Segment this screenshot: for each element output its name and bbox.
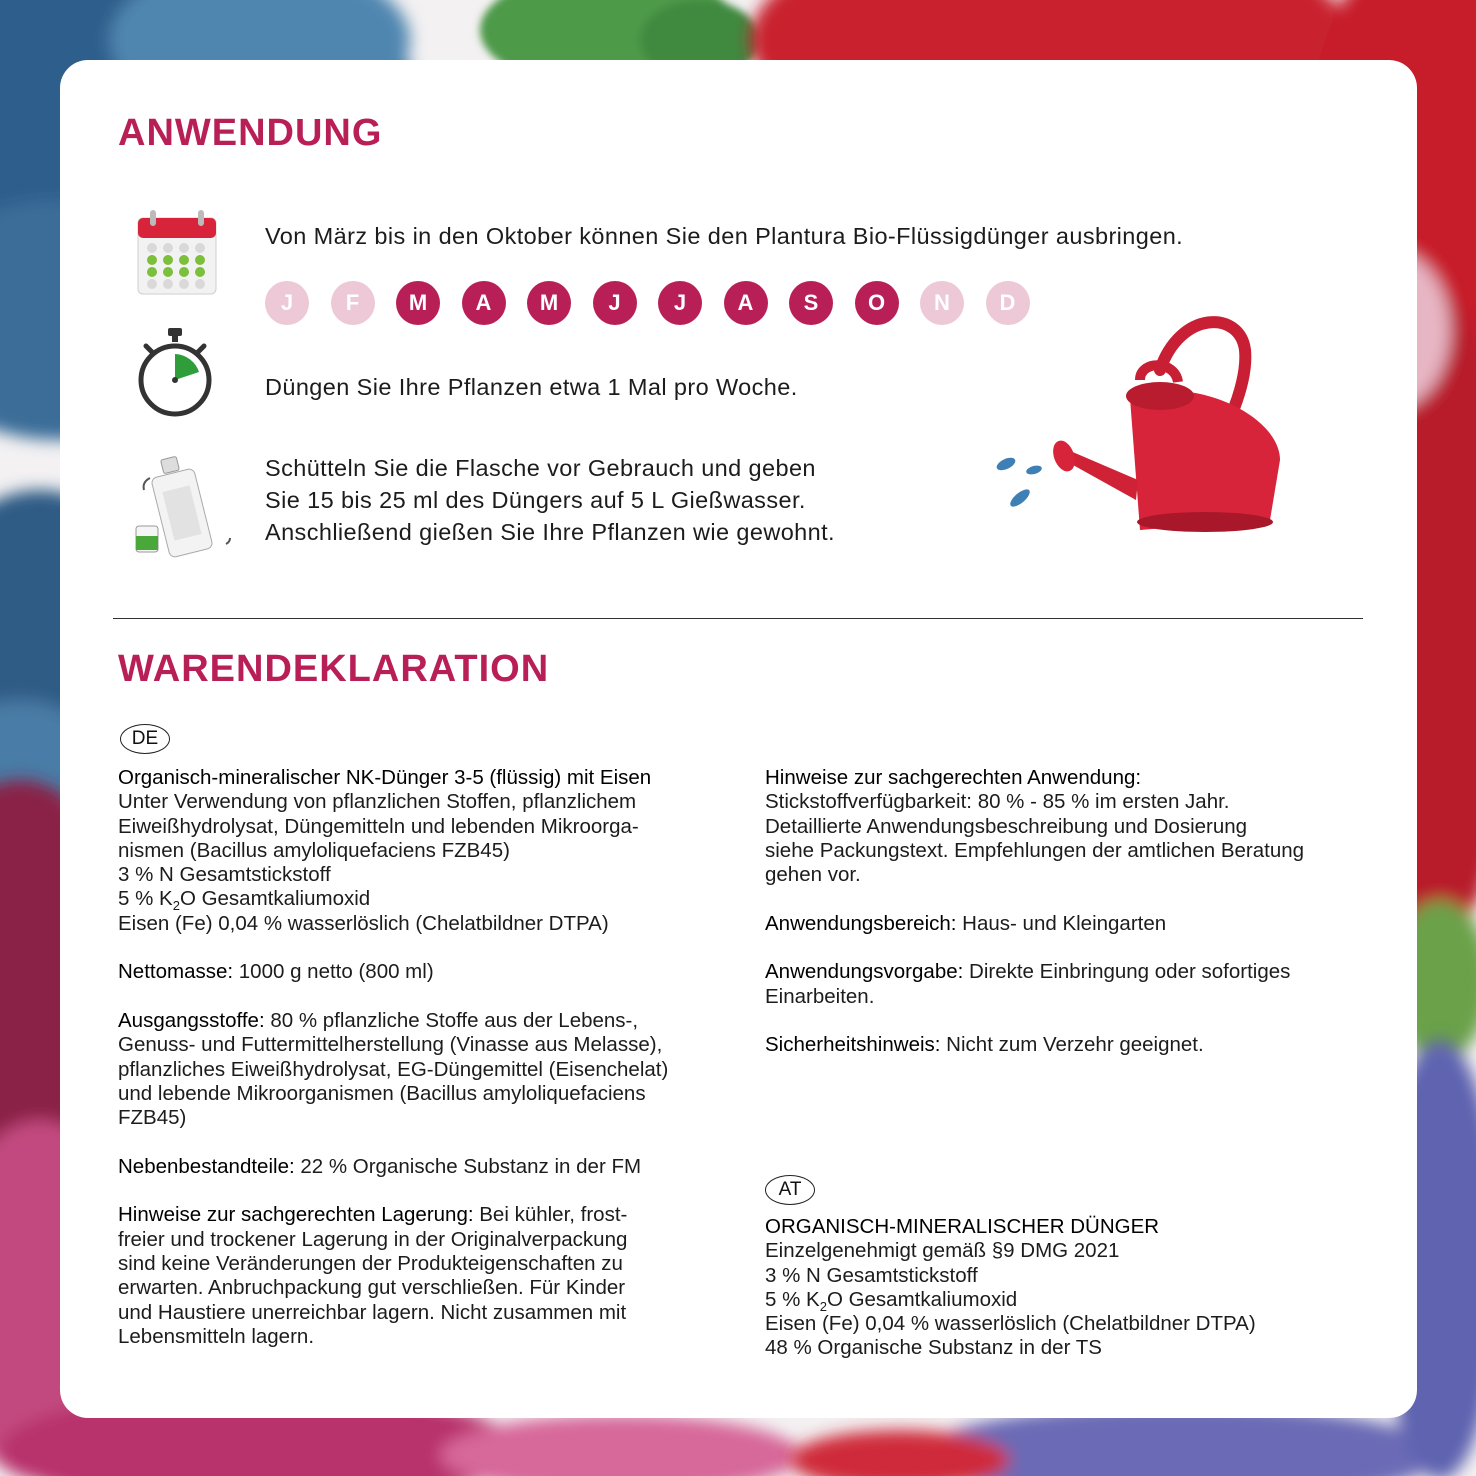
lagerung-block (118, 1203, 738, 1349)
month-6-active: J (593, 281, 637, 325)
product-line: Unter Verwendung von pflanzlichen Stoffen, pflanzlichem (118, 790, 637, 814)
lagerung-line: und Haustiere unerreichbar lagern. Nicht zusammen mit (118, 1300, 627, 1324)
month-1-inactive: J (265, 281, 309, 325)
stopwatch-icon (134, 326, 216, 420)
month-10-active: O (855, 281, 899, 325)
calendar-icon (136, 208, 218, 298)
dosage-line: Schütteln Sie die Flasche vor Gebrauch und geben (265, 455, 816, 481)
k2o-subscript: 2 (172, 898, 180, 914)
ausgangsstoffe-line: pflanzliches Eiweißhydrolysat, EG-Düngemittel (Eisenchelat) (118, 1057, 669, 1081)
lagerung-label: Hinweise zur sachgerechten Lagerung: (118, 1203, 474, 1227)
ausgangsstoffe-label: Ausgangsstoffe: (118, 1008, 265, 1032)
country-badge-at: AT (765, 1175, 815, 1205)
month-11-inactive: N (920, 281, 964, 325)
sicherheit-label: Sicherheitshinweis: (765, 1033, 941, 1057)
k2o-suffix: O Gesamtkaliumoxid (179, 887, 371, 911)
product-line: 3 % N Gesamtstickstoff (118, 863, 331, 887)
section-divider (113, 618, 1363, 619)
month-8-active: A (724, 281, 768, 325)
month-selector (265, 281, 1030, 325)
bereich-label: Anwendungsbereich: (765, 911, 957, 935)
lagerung-line: Lebensmitteln lagern. (118, 1324, 315, 1348)
at-title: ORGANISCH-MINERALISCHER DÜNGER (765, 1215, 1160, 1238)
at-k2o-suffix: O Gesamtkaliumoxid (826, 1287, 1018, 1311)
iron-line: Eisen (Fe) 0,04 % wasserlöslich (Chelatbildner DTPA) (118, 911, 609, 935)
nettomasse-block (118, 960, 738, 984)
k2o-line (118, 887, 738, 914)
nebenbestandteile-label: Nebenbestandteile: (118, 1154, 295, 1178)
nettomasse-label: Nettomasse: (118, 960, 234, 984)
declaration-left-column (118, 766, 738, 1373)
ausgangsstoffe-line: 80 % pflanzliche Stoffe aus der Lebens-, (264, 1008, 639, 1032)
month-2-inactive: F (331, 281, 375, 325)
lagerung-line: freier und trockener Lagerung in der Originalverpackung (118, 1227, 628, 1251)
bereich-value: Haus- und Kleingarten (956, 911, 1167, 935)
at-declaration-block (765, 1215, 1385, 1361)
dosage-line: Sie 15 bis 25 ml des Düngers auf 5 L Gießwasser. (265, 487, 806, 513)
sicherheit-value: Nicht zum Verzehr geeignet. (940, 1033, 1204, 1057)
frequency-text: Düngen Sie Ihre Pflanzen etwa 1 Mal pro Woche. (265, 374, 798, 400)
vorgabe-block (765, 960, 1385, 1009)
anwendung-hinweise-title: Hinweise zur sachgerechten Anwendung: (765, 766, 1142, 789)
country-badge-de: DE (120, 724, 170, 754)
dosage-line: Anschließend gießen Sie Ihre Pflanzen wie gewohnt. (265, 519, 835, 545)
nettomasse-value: 1000 g netto (800 ml) (233, 960, 434, 984)
month-7-active: J (658, 281, 702, 325)
at-k2o-line (765, 1288, 1385, 1312)
at-line: Eisen (Fe) 0,04 % wasserlöslich (Chelatbildner DTPA) (765, 1312, 1256, 1336)
month-12-inactive: D (986, 281, 1030, 325)
season-text: Von März bis in den Oktober können Sie den Plantura Bio-Flüssigdünger ausbringen. (265, 223, 1184, 249)
anwendung-heading: ANWENDUNG (118, 112, 383, 154)
lagerung-line: erwarten. Anbruchpackung gut verschließen. Für Kinder (118, 1276, 626, 1300)
dosage-text (265, 452, 835, 548)
k2o-prefix: 5 % K (118, 887, 173, 911)
nebenbestandteile-block (118, 1155, 738, 1179)
ausgangsstoffe-line: und lebende Mikroorganismen (Bacillus amyloliquefaciens (118, 1081, 646, 1105)
ausgangsstoffe-line: Genuss- und Futtermittelherstellung (Vinasse aus Melasse), (118, 1033, 663, 1057)
lagerung-line: Bei kühler, frost- (473, 1203, 628, 1227)
at-k2o-prefix: 5 % K (765, 1287, 820, 1311)
product-line: Eiweißhydrolysat, Düngemitteln und lebenden Mikroorga- (118, 814, 639, 838)
month-4-active: A (462, 281, 506, 325)
month-9-active: S (789, 281, 833, 325)
vorgabe-label: Anwendungsvorgabe: (765, 960, 964, 984)
month-5-active: M (527, 281, 571, 325)
anwendung-hinweise-line: Stickstoffverfügbarkeit: 80 % - 85 % im ersten Jahr. (765, 790, 1230, 814)
product-block (118, 766, 738, 936)
vorgabe-line: Einarbeiten. (765, 984, 875, 1008)
vorgabe-line: Direkte Einbringung oder sofortiges (963, 960, 1291, 984)
anwendung-hinweise-line: gehen vor. (765, 863, 861, 887)
bottle-icon (130, 452, 236, 562)
anwendung-hinweise-line: Detaillierte Anwendungsbeschreibung und Dosierung (765, 814, 1248, 838)
ausgangsstoffe-line: FZB45) (118, 1106, 187, 1130)
product-title: Organisch-mineralischer NK-Dünger 3-5 (flüssig) mit Eisen (118, 766, 652, 789)
watering-can-illustration (990, 310, 1290, 535)
at-k2o-subscript: 2 (819, 1298, 827, 1314)
month-3-active: M (396, 281, 440, 325)
at-line: Einzelgenehmigt gemäß §9 DMG 2021 (765, 1239, 1120, 1263)
sicherheit-block (765, 1033, 1385, 1057)
lagerung-line: sind keine Veränderungen der Produkteigenschaften zu (118, 1251, 623, 1275)
warendeklaration-heading: WARENDEKLARATION (118, 648, 550, 690)
ausgangsstoffe-block (118, 1009, 738, 1130)
anwendung-hinweise-line: siehe Packungstext. Empfehlungen der amtlichen Beratung (765, 838, 1305, 862)
bereich-block (765, 912, 1385, 936)
nebenbestandteile-value: 22 % Organische Substanz in der FM (294, 1154, 642, 1178)
anwendung-hinweise-block (765, 766, 1385, 887)
at-line: 3 % N Gesamtstickstoff (765, 1263, 978, 1287)
declaration-right-column (765, 766, 1385, 1082)
at-line: 48 % Organische Substanz in der TS (765, 1336, 1102, 1360)
product-line: nismen (Bacillus amyloliquefaciens FZB45) (118, 838, 510, 862)
